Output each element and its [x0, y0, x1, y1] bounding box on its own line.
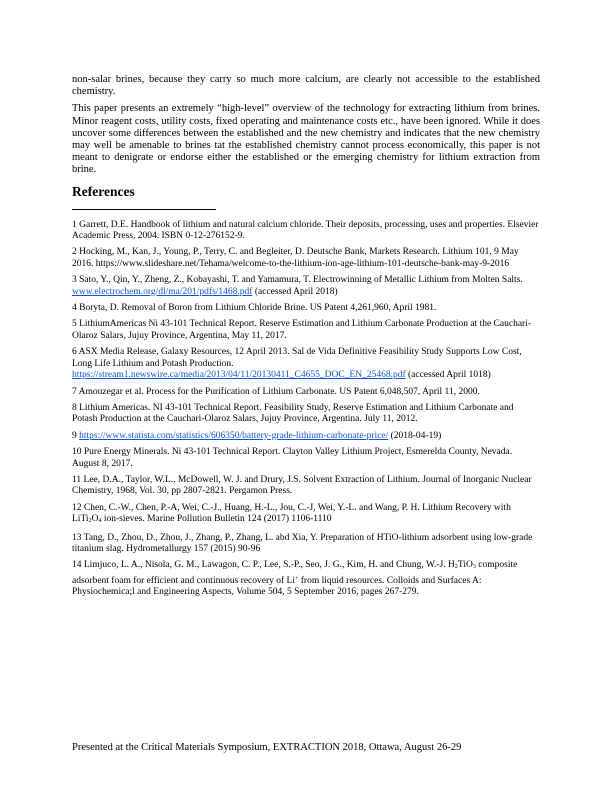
body-paragraph-1: non-salar brines, because they carry so much more calcium, are clearly not accessible to the established chemistry. [72, 74, 540, 98]
references-heading: References [72, 183, 135, 199]
reference-12: 12 Chen, C.-W., Chen, P.-A, Wei, C.-J., Huang, H.-L., Jou, C.-J, Wei, Y.-L. and Wang, P. H. Lithium Recovery with $LiTi_2O_4$ ion-sieves. Marine Pollution Bulletin 124 (2017) 1106-1110 [72, 502, 511, 525]
reference-4: 4 Boryta, D. Removal of Boron from Lithium Chloride Brine. US Patent 4,261,960, April 1981. [72, 303, 437, 314]
reference-2: 2 Hocking, M., Kan, J., Young, P., Terry, C. and Begleiter, D. Deutsche Bank, Markets Research. Lithium 101, 9 May 2016. https://www.slideshare.net/Tehama/welcome-to-the-lithium-ion-age-lithium-101-deutsche-bank-may-9-2016 [72, 247, 519, 269]
footnote-divider [72, 209, 216, 210]
reference-6-link[interactable]: https://stream1.newswire.ca/media/2013/04/11/20130411_C4655_DOC_EN_25468.pdf [72, 370, 406, 381]
reference-7: 7 Amouzegar et al. Process for the Purification of Lithium Carbonate. US Patent 6,048,507, April 11, 2000. [72, 386, 480, 397]
reference-3-link[interactable]: www.electrochem.org/dl/ma/201/pdfs/1468.pdf [72, 286, 253, 297]
reference-1: 1 Garrett, D.E. Handbook of lithium and natural calcium chloride. Their deposits, processing, uses and properties. Elsevier Academic Press, 2004. ISBN 0-12-276152-9. [72, 219, 539, 242]
reference-3: 3 Sato, Y., Qin, Y., Zheng, Z., Kobayashi, T. and Yamamura, T. Electrowinning of Metallic Lithium from Molten Salts. www.electrochem.org/dl/ma/201/pdfs/1468.pdf (accessed April 2018) [72, 275, 523, 297]
body-paragraph-2: This paper presents an extremely “high-level” overview of the technology for extracting lithium from brines. Minor reagent costs, utility costs, fixed operating and maintenance costs etc., have been ignored. While it does uncover some differences between the established and the new chemistry and indicates that the new chemistry may well be amenable to brines tat the established chemistry cannot process economically, this paper is not meant to denigrate or endorse either the established or the emerging chemistry for lithium extraction from brine. [72, 103, 540, 176]
reference-5: 5 LithiumAmericas Ni 43-101 Technical Report. Reserve Estimation and Lithium Carbonate Production at the Cauchari-Olaroz Salars, Jujuy Province, Argentina, May 11, 2017. [72, 319, 532, 341]
reference-10: 10 Pure Energy Minerals. Ni 43-101 Technical Report. Clayton Valley Lithium Project, Esmerelda County, Nevada. August 8, 2017. [72, 447, 513, 469]
reference-14: 14 Limjuco, L. A., Nisola, G. M., Lawagon, C. P., Lee, S.-P., Seo, J. G., Kim, H. and Chung, W.-J. $H_2TiO_3$ composite adsorbent foam for efficient and continuous recovery of Li+ from liquid resources. Colloids and Surfaces A: Physiochemica;l and Engineering Aspects, Volume 504, 5 September 2016, pages 267-279. [72, 560, 518, 598]
reference-9-link[interactable]: https://www.statista.com/statistics/606350/battery-grade-lithium-carbonate-price/ [79, 430, 389, 441]
reference-6: 6 ASX Media Release, Galaxy Resources, 12 April 2013. Sal de Vida Definitive Feasibility Study Supports Low Cost, Long Life Lithium and Potash Production. https://stream1.newswire.ca/media/2013/04/11/20130411_C4655_DOC_EN_25468.pdf (accessed April 1018) [72, 347, 522, 381]
reference-11: 11 Lee, D.A., Taylor, W.L., McDowell, W. J. and Drury, J.S. Solvent Extraction of Lithium. Journal of Inorganic Nuclear Chemistry, 1968, Vol. 30, pp 2807-2821. Pergamon Press. [72, 474, 532, 497]
reference-13: 13 Tang, D., Zhou, D., Zhou, J., Zhang, P., Zhang, L. abd Xia, Y. Preparation of HTiO-lithium adsorbent using low-grade titanium slag. Hydrometallurgy 157 (2015) 90-96 [72, 532, 533, 554]
page-footer: Presented at the Critical Materials Symposium, EXTRACTION 2018, Ottawa, August 26-29 [72, 742, 462, 753]
reference-9: 9 https://www.statista.com/statistics/606350/battery-grade-lithium-carbonate-price/ (2018-04-19) [72, 430, 442, 441]
reference-8: 8 Lithium Americas. NI 43-101 Technical Report. Feasibility Study, Reserve Estimation and Lithium Carbonate and Potash Production at the Cauchari-Olaroz Salars, Jujuy Province, Argentina. July 11, 2012. [72, 402, 514, 425]
